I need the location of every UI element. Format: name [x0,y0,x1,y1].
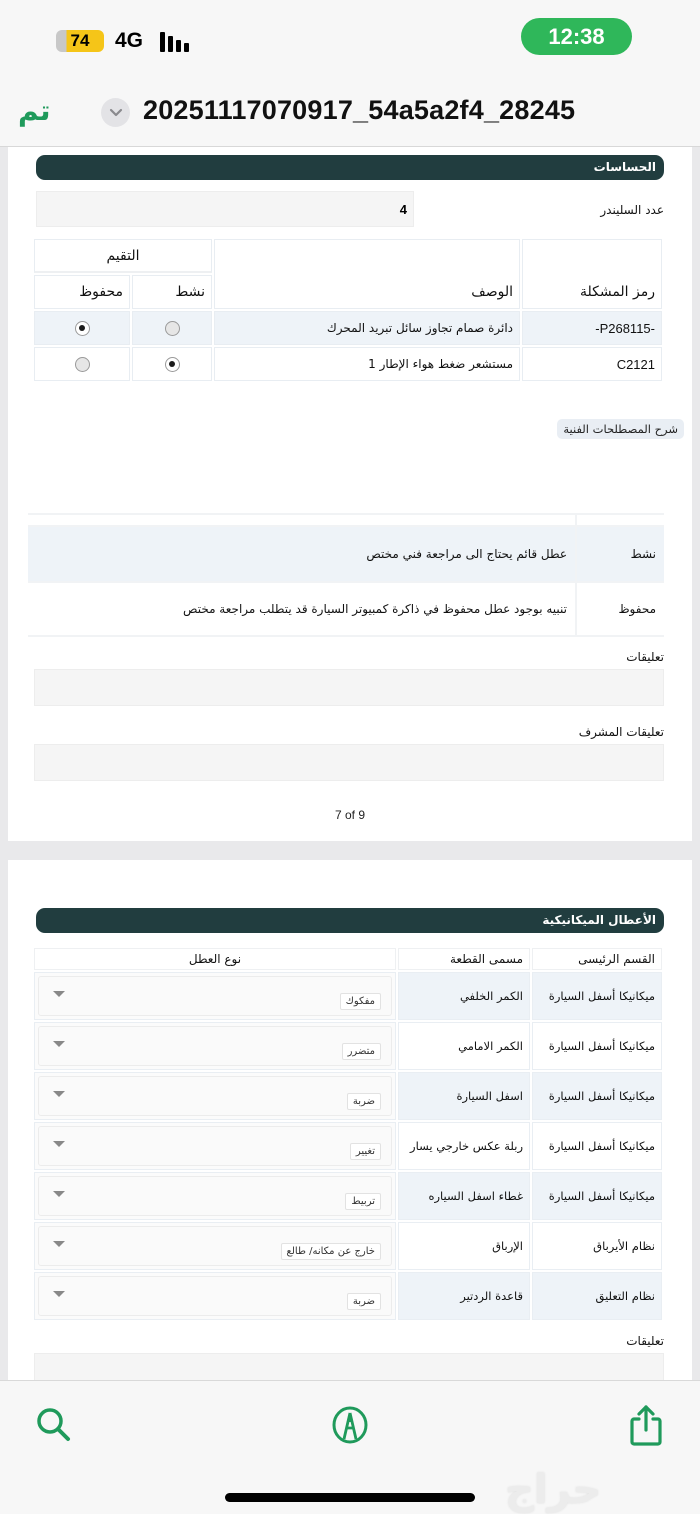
comments-label: تعليقات [626,1334,664,1348]
cylinder-count-field[interactable] [36,191,414,227]
main-section: ميكانيكا أسفل السيارة [532,1122,662,1170]
main-section: ميكانيكا أسفل السيارة [532,1072,662,1120]
chevron-down-icon [109,108,123,118]
table-row [34,1072,662,1120]
mechanical-faults-table [32,946,664,1322]
fault-type-value: خارج عن مكانه/ طالع [281,1243,381,1260]
table-row [34,972,662,1020]
col-header-fault-type: نوع العطل [34,948,396,970]
dropdown-arrow-icon [53,1141,65,1147]
part-name: الكمر الامامي [398,1022,530,1070]
done-button[interactable]: تم [18,94,51,127]
glossary-meaning: عطل قائم يحتاج الى مراجعة فني مختص [28,526,576,582]
table-row [28,526,664,582]
col-header-code: رمز المشكلة [522,239,662,309]
col-header-rating: التقيم [34,239,212,273]
main-section: ميكانيكا أسفل السيارة [532,972,662,1020]
share-icon [628,1403,664,1447]
part-name: الإرباق [398,1222,530,1270]
col-header-description: الوصف [214,239,520,309]
section-header-mechanical-faults: الأعطال الميكانيكية [36,908,664,933]
dropdown-arrow-icon [53,1091,65,1097]
comments-label: تعليقات [626,650,664,664]
fault-type-select[interactable] [38,1126,392,1166]
supervisor-comments-field[interactable] [34,744,664,781]
network-type: 4G [115,29,144,52]
glossary-term: محفوظ [576,582,664,636]
markup-pen-icon [330,1405,370,1445]
radio-stored[interactable] [75,321,90,336]
fault-description: دائرة صمام تجاوز سائل تبريد المحرك [214,311,520,345]
fault-type-select[interactable] [38,1026,392,1066]
dropdown-arrow-icon [53,1041,65,1047]
fault-code: C2121 [522,347,662,381]
table-row [34,1222,662,1270]
fault-type-value: مفكوك [340,993,381,1010]
search-icon [35,1406,73,1444]
section-header-sensors: الحساسات [36,155,664,180]
col-header-main-section: القسم الرئيسى [532,948,662,970]
table-row [34,1022,662,1070]
home-indicator[interactable] [225,1493,475,1502]
battery-indicator: 74 [56,30,104,52]
part-name: ربلة عكس خارجي يسار [398,1122,530,1170]
fault-type-value: ضربة [347,1093,381,1110]
fault-type-select[interactable] [38,1176,392,1216]
signal-bars-icon [160,32,189,52]
supervisor-comments-label: تعليقات المشرف [578,725,664,739]
part-name: اسفل السيارة [398,1072,530,1120]
glossary-chip: شرح المصطلحات الفنية [557,419,684,439]
fault-type-select[interactable] [38,1276,392,1316]
part-name: غطاء اسفل السياره [398,1172,530,1220]
dropdown-arrow-icon [53,1291,65,1297]
glossary-meaning: تنبيه بوجود عطل محفوظ في ذاكرة كمبيوتر السيارة قد يتطلب مراجعة مختص [28,582,576,636]
comments-field[interactable] [34,669,664,706]
table-row [34,1122,662,1170]
nav-bar [0,80,700,147]
part-name: الكمر الخلفي [398,972,530,1020]
main-section: ميكانيكا أسفل السيارة [532,1172,662,1220]
dropdown-arrow-icon [53,1241,65,1247]
page-indicator: 7 of 9 [334,808,366,822]
watermark-logo: حراج [505,1467,602,1513]
fault-type-select[interactable] [38,976,392,1016]
dropdown-arrow-icon [53,1191,65,1197]
document-title: 20251117070917_54a5a2f4_28245 [143,95,576,125]
pdf-page-7 [8,147,692,841]
fault-type-value: ضربة [347,1293,381,1310]
share-button[interactable] [624,1403,668,1447]
cylinder-count-label: عدد السليندر [600,203,664,217]
fault-type-value: تغيير [350,1143,381,1160]
fault-code: -P268115- [522,311,662,345]
title-menu-button[interactable] [101,98,130,127]
main-section: ميكانيكا أسفل السيارة [532,1022,662,1070]
radio-active[interactable] [165,321,180,336]
radio-active[interactable] [165,357,180,372]
table-row [34,1272,662,1320]
glossary-term: نشط [576,526,664,582]
fault-codes-table [32,237,664,383]
fault-type-select[interactable] [38,1226,392,1266]
fault-type-value: متضرر [342,1043,381,1060]
table-row [28,582,664,636]
cylinder-count-value: 4 [399,202,407,217]
dropdown-arrow-icon [53,991,65,997]
table-row [34,311,662,345]
clock-pill[interactable]: 12:38 [521,18,632,55]
col-header-active: نشط [132,275,212,309]
part-name: قاعدة الردتير [398,1272,530,1320]
fault-type-select[interactable] [38,1076,392,1116]
table-row [34,347,662,381]
col-header-stored: محفوظ [34,275,130,309]
markup-button[interactable] [328,1403,372,1447]
table-row [34,1172,662,1220]
search-button[interactable] [32,1403,76,1447]
status-bar [0,0,700,80]
glossary-table [28,513,664,637]
col-header-part-name: مسمى القطعة [398,948,530,970]
main-section: نظام التعليق [532,1272,662,1320]
main-section: نظام الأيرباق [532,1222,662,1270]
radio-stored[interactable] [75,357,90,372]
pdf-page-8 [8,860,692,1380]
fault-description: مستشعر ضغط هواء الإطار 1 [214,347,520,381]
fault-type-value: تربيط [345,1193,381,1210]
